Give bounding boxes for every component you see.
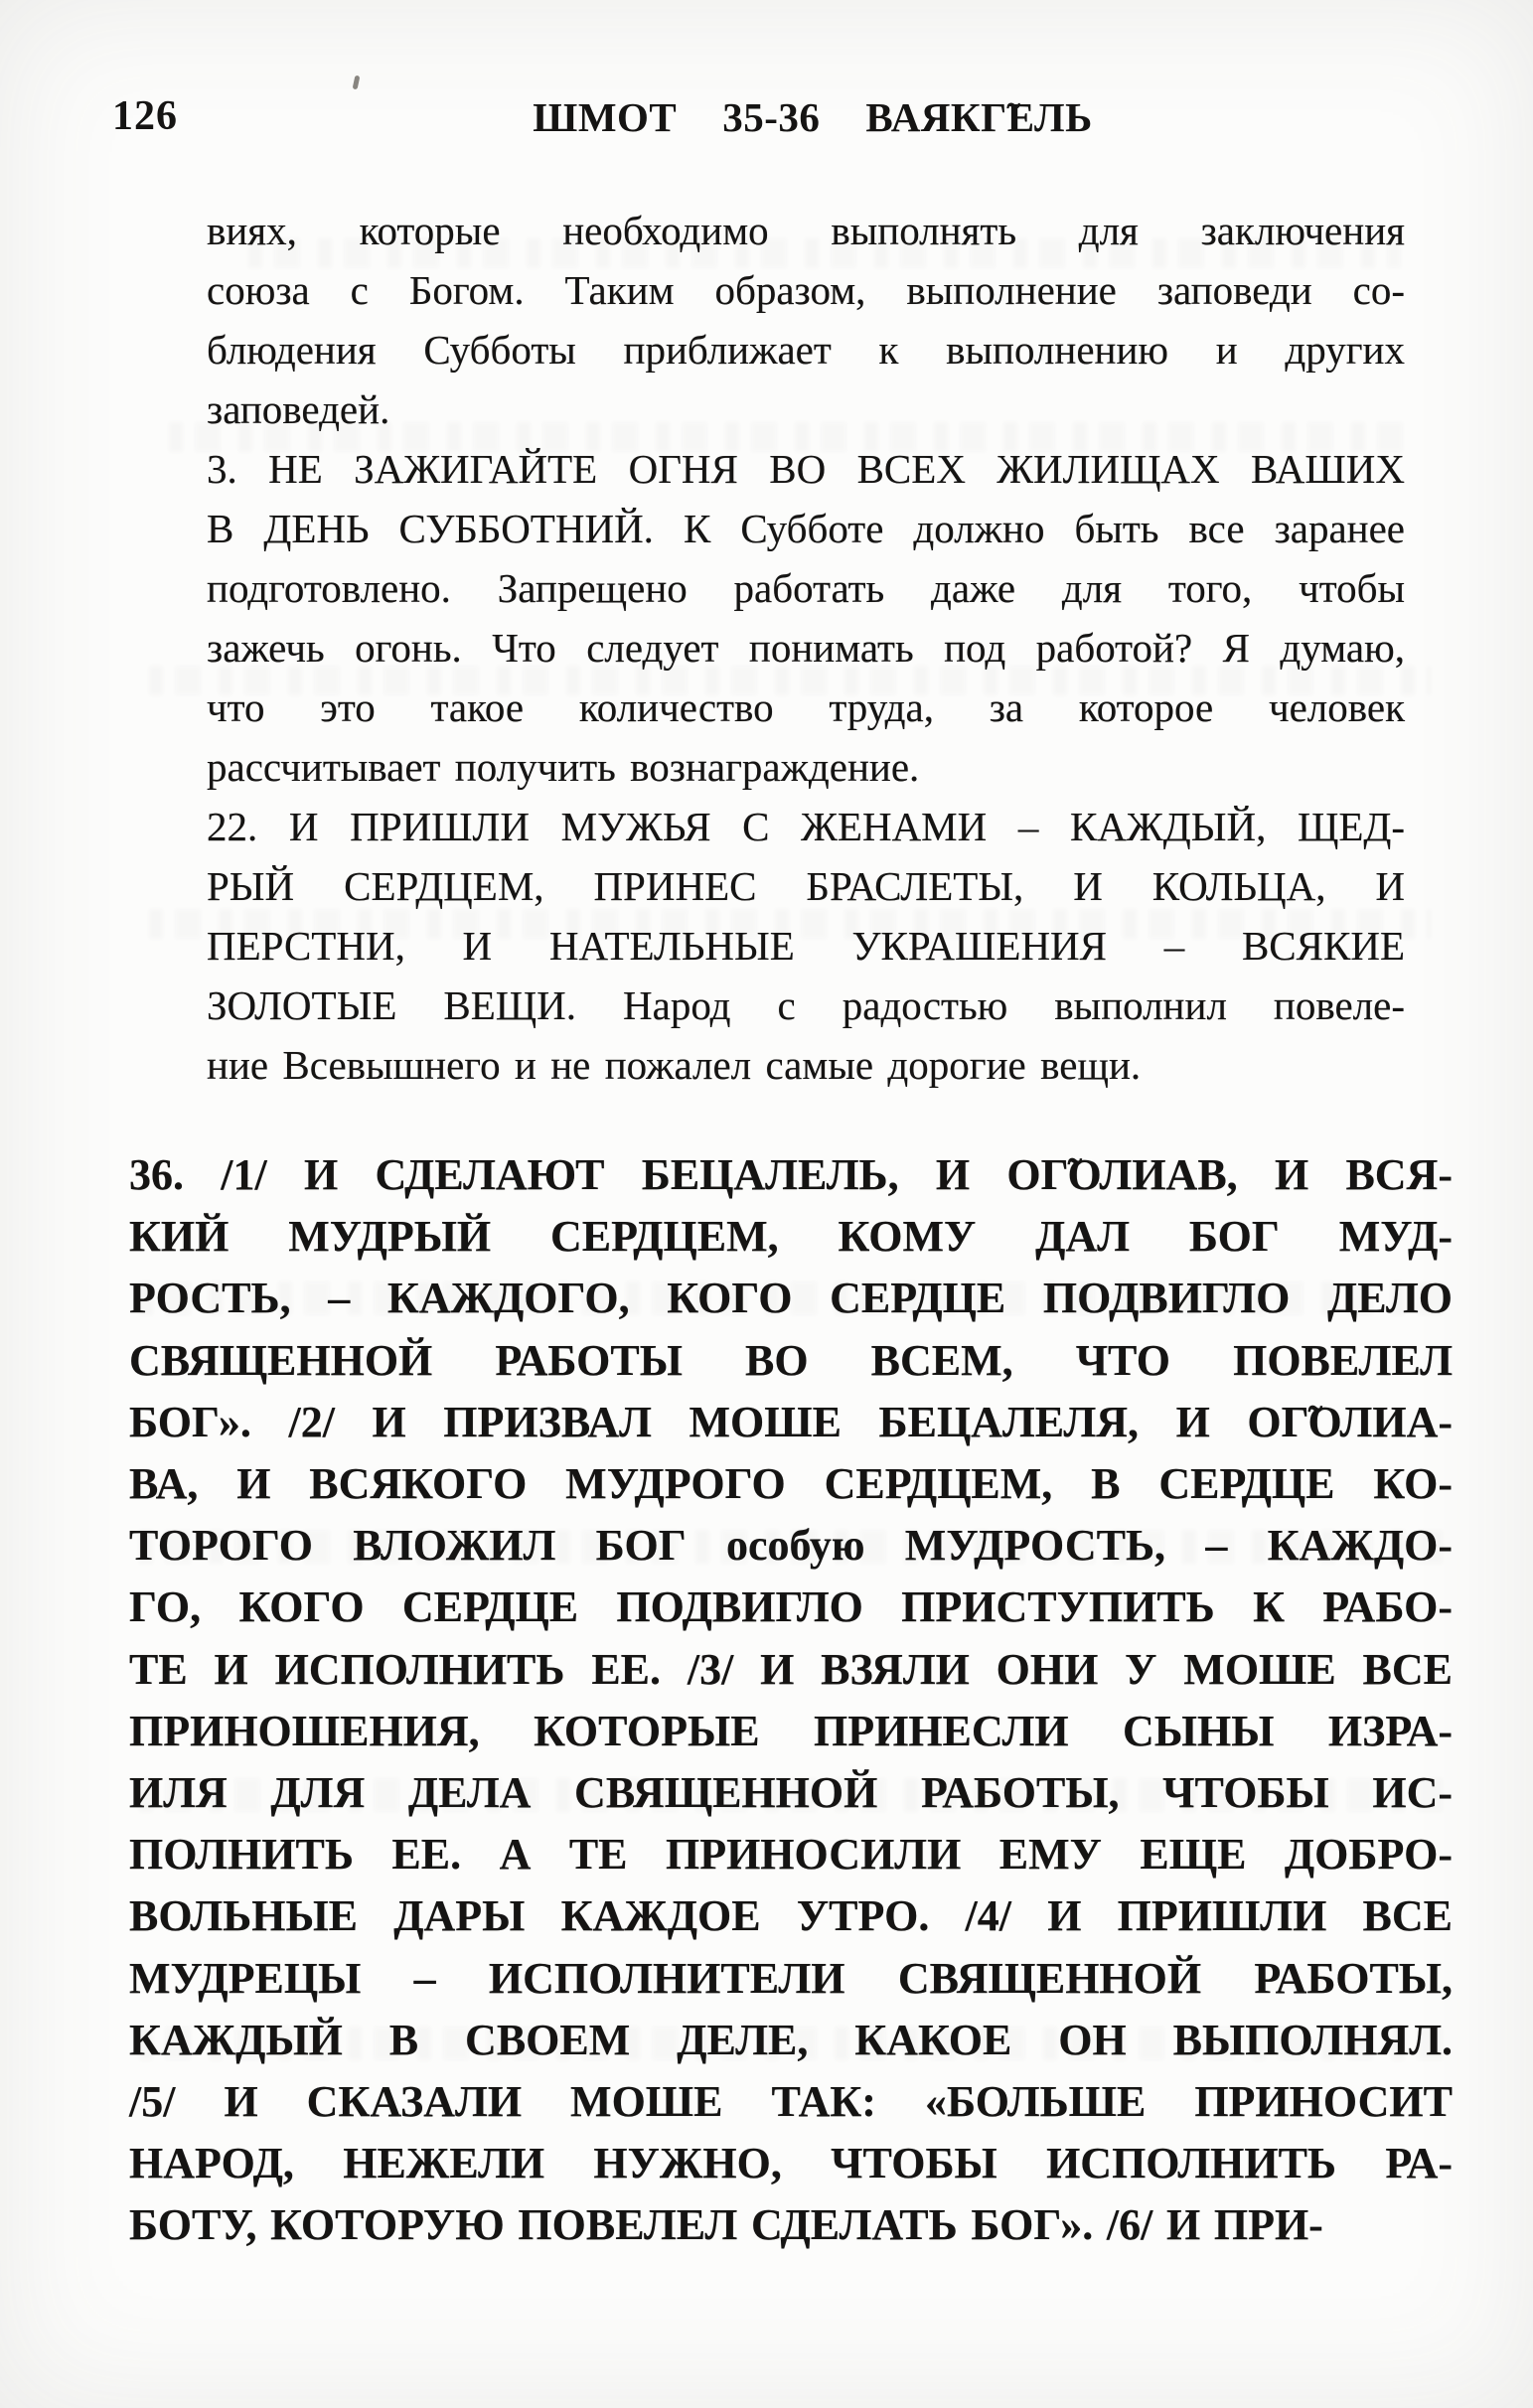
translation-line: ТОРОГО ВЛОЖИЛ БОГ особую МУДРОСТЬ, – КАЖДО- <box>129 1521 1453 1571</box>
commentary-line: В ДЕНЬ СУББОТНИЙ. К Субботе должно быть все заранее <box>207 506 1405 551</box>
commentary-line: что это такое количество труда, за которое человек <box>207 684 1405 730</box>
commentary-line: 3. НЕ ЗАЖИГАЙТЕ ОГНЯ ВО ВСЕХ ЖИЛИЩАХ ВАШИХ <box>207 446 1405 492</box>
running-title-parsha: ВАЯКГ̃ЕЛЬ <box>865 94 1093 140</box>
commentary-block <box>207 201 1405 1095</box>
commentary-line: ЗОЛОТЫЕ ВЕЩИ. Народ с радостью выполнил повеле- <box>207 982 1405 1028</box>
translation-line: БОТУ, КОТОРУЮ ПОВЕЛЕЛ СДЕЛАТЬ БОГ». /6/ И ПРИ- <box>129 2200 1323 2250</box>
translation-line: ГО, КОГО СЕРДЦЕ ПОДВИГЛО ПРИСТУПИТЬ К РАБО- <box>129 1582 1453 1632</box>
commentary-line: ПЕРСТНИ, И НАТЕЛЬНЫЕ УКРАШЕНИЯ – ВСЯКИЕ <box>207 923 1405 969</box>
ink-speck-artifact <box>353 75 361 90</box>
page-header <box>0 95 1533 143</box>
translation-line: 36. /1/ И СДЕЛАЮТ БЕЦАЛЕЛЬ, И ОГ̃ОЛИАВ, И ВСЯ- <box>129 1150 1453 1199</box>
translation-line: ВА, И ВСЯКОГО МУДРОГО СЕРДЦЕМ, В СЕРДЦЕ КО- <box>129 1459 1453 1509</box>
translation-line: ВОЛЬНЫЕ ДАРЫ КАЖДОЕ УТРО. /4/ И ПРИШЛИ ВСЕ <box>129 1891 1453 1941</box>
commentary-line: подготовлено. Запрещено работать даже для того, чтобы <box>207 565 1405 611</box>
translation-line: МУДРЕЦЫ – ИСПОЛНИТЕЛИ СВЯЩЕННОЙ РАБОТЫ, <box>129 1953 1453 2003</box>
commentary-line: 22. И ПРИШЛИ МУЖЬЯ С ЖЕНАМИ – КАЖДЫЙ, ЩЕД- <box>207 804 1405 849</box>
translation-line: ИЛЯ ДЛЯ ДЕЛА СВЯЩЕННОЙ РАБОТЫ, ЧТОБЫ ИС- <box>129 1768 1453 1818</box>
commentary-line: ние Всевышнего и не пожалел самые дорогие вещи. <box>207 1042 1142 1088</box>
translation-line: НАРОД, НЕЖЕЛИ НУЖНО, ЧТОБЫ ИСПОЛНИТЬ РА- <box>129 2139 1453 2188</box>
translation-line: ПРИНОШЕНИЯ, КОТОРЫЕ ПРИНЕСЛИ СЫНЫ ИЗРА- <box>129 1706 1453 1755</box>
commentary-line: виях, которые необходимо выполнять для заключения <box>207 208 1405 253</box>
page-number: 126 <box>112 93 178 139</box>
commentary-line: РЫЙ СЕРДЦЕМ, ПРИНЕС БРАСЛЕТЫ, И КОЛЬЦА, И <box>207 863 1405 909</box>
commentary-line: зажечь огонь. Что следует понимать под работой? Я думаю, <box>207 625 1405 671</box>
translation-line: БОГ». /2/ И ПРИЗВАЛ МОШЕ БЕЦАЛЕЛЯ, И ОГ̃ОЛИА- <box>129 1397 1453 1446</box>
translation-line: СВЯЩЕННОЙ РАБОТЫ ВО ВСЕМ, ЧТО ПОВЕЛЕЛ <box>129 1335 1453 1385</box>
translation-line: КАЖДЫЙ В СВОЕМ ДЕЛЕ, КАКОЕ ОН ВЫПОЛНЯЛ. <box>129 2015 1453 2064</box>
running-title-book: ШМОТ <box>533 94 678 140</box>
translation-line: ТЕ И ИСПОЛНИТЬ ЕЕ. /3/ И ВЗЯЛИ ОНИ У МОШЕ ВСЕ <box>129 1644 1453 1694</box>
commentary-line: заповедей. <box>207 386 390 432</box>
running-title <box>533 95 1092 139</box>
translation-line: РОСТЬ, – КАЖДОГО, КОГО СЕРДЦЕ ПОДВИГЛО ДЕЛО <box>129 1274 1453 1323</box>
commentary-line: блюдения Субботы приближает к выполнению и других <box>207 327 1405 373</box>
commentary-line: рассчитывает получить вознаграждение. <box>207 744 920 790</box>
running-title-chapters: 35-36 <box>722 94 821 140</box>
translation-line: /5/ И СКАЗАЛИ МОШЕ ТАК: «БОЛЬШЕ ПРИНОСИТ <box>129 2077 1453 2127</box>
translation-line: КИЙ МУДРЫЙ СЕРДЦЕМ, КОМУ ДАЛ БОГ МУД- <box>129 1212 1453 1262</box>
translation-line: ПОЛНИТЬ ЕЕ. А ТЕ ПРИНОСИЛИ ЕМУ ЕЩЕ ДОБРО- <box>129 1830 1453 1880</box>
verse-translation-block <box>129 1144 1453 2257</box>
commentary-line: союза с Богом. Таким образом, выполнение заповеди со- <box>207 267 1405 313</box>
